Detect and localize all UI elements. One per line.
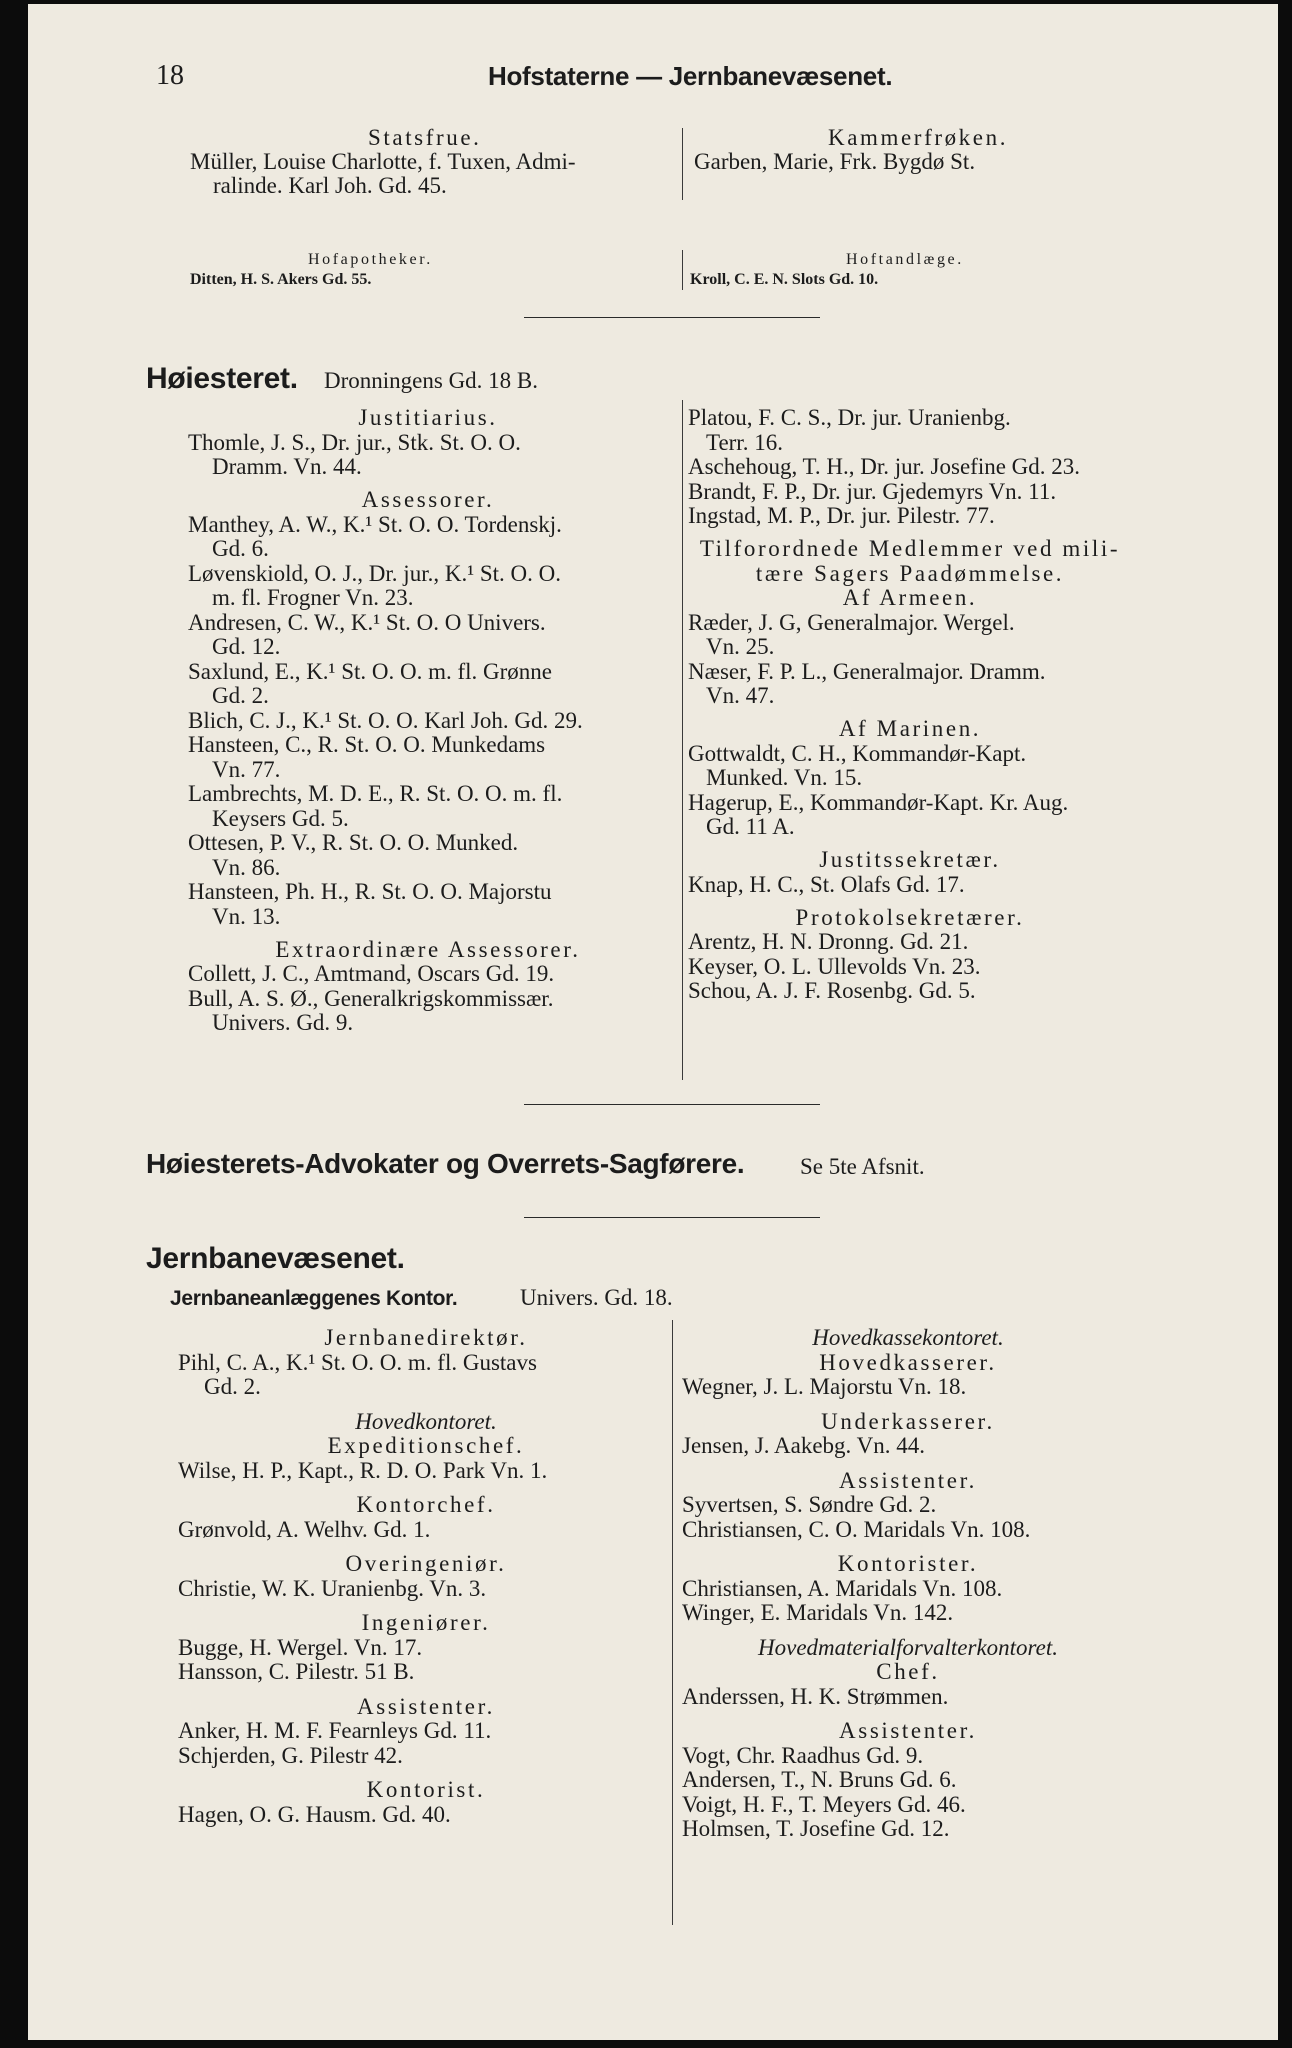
entry-line: Bull, A. S. Ø., Generalkrigskommissær. xyxy=(188,985,554,1011)
entry-line: Schjerden, G. Pilestr 42. xyxy=(178,1742,403,1768)
entry-line: Hansteen, Ph. H., R. St. O. O. Majorstu xyxy=(188,879,552,904)
hoftandlaege-line: Kroll, C. E. N. Slots Gd. 10. xyxy=(690,271,879,288)
section-heading: Chef. xyxy=(876,1659,940,1684)
document-page xyxy=(28,4,1278,2040)
entry-line: Ottesen, P. V., R. St. O. O. Munked. xyxy=(188,830,519,855)
entry-line: Arentz, H. N. Dronng. Gd. 21. xyxy=(688,929,969,954)
entry-continuation: m. fl. Frogner Vn. 23. xyxy=(212,585,414,610)
section-heading: Justitiarius. xyxy=(358,405,498,430)
entry-line: Blich, C. J., K.¹ St. O. O. Karl Joh. Gd. 29. xyxy=(188,707,583,733)
jernbane-address: Univers. Gd. 18. xyxy=(520,1285,673,1310)
column-divider-top xyxy=(682,128,683,200)
section-rule-3 xyxy=(524,1217,820,1218)
entry-line: Christiansen, A. Maridals Vn. 108. xyxy=(682,1575,1003,1601)
entry-line: Winger, E. Maridals Vn. 142. xyxy=(682,1600,954,1625)
entry-line: Hansteen, C., R. St. O. O. Munkedams xyxy=(188,732,546,757)
running-title: Hofstaterne — Jernbanevæsenet. xyxy=(488,61,893,91)
section-heading: Underkasserer. xyxy=(821,1408,995,1434)
entry-line: Holmsen, T. Josefine Gd. 12. xyxy=(682,1816,950,1841)
entry-line: Saxlund, E., K.¹ St. O. O. m. fl. Grønne xyxy=(188,658,553,684)
entry-line: Ræder, J. G, Generalmajor. Wergel. xyxy=(688,609,1015,635)
hofapotheker-line: Ditten, H. S. Akers Gd. 55. xyxy=(190,271,372,288)
section-heading: Extraordinære Assessorer. xyxy=(275,936,581,962)
entry-line: Schou, A. J. F. Rosenbg. Gd. 5. xyxy=(688,978,976,1003)
section-heading: Jernbanedirektør. xyxy=(324,1325,528,1350)
section-heading: Kontorist. xyxy=(366,1777,486,1802)
entry-line: Bugge, H. Wergel. Vn. 17. xyxy=(178,1634,423,1660)
entry-line: Lambrechts, M. D. E., R. St. O. O. m. fl. xyxy=(188,781,563,806)
entry-continuation: Dramm. Vn. 44. xyxy=(212,454,362,479)
section-heading: Justitssekretær. xyxy=(819,847,1001,872)
column-divider-small xyxy=(682,250,683,290)
entry-line: Voigt, H. F., T. Meyers Gd. 46. xyxy=(682,1791,966,1817)
section-rule-2 xyxy=(524,1104,820,1105)
column-divider-jernbane xyxy=(672,1320,673,1925)
jernbane-title: Jernbanevæsenet. xyxy=(146,1242,405,1275)
section-rule-1 xyxy=(524,317,820,318)
section-heading: tære Sagers Paadømmelse. xyxy=(755,560,1065,586)
section-heading: Assessorer. xyxy=(361,487,495,512)
entry-line: Syvertsen, S. Søndre Gd. 2. xyxy=(682,1492,937,1517)
entry-line: Anderssen, H. K. Strømmen. xyxy=(682,1683,949,1709)
hoiesteret-address: Dronningens Gd. 18 B. xyxy=(324,368,539,393)
entry-line: Grønvold, A. Welhv. Gd. 1. xyxy=(178,1516,431,1542)
statsfrue-line-2: ralinde. Karl Joh. Gd. 45. xyxy=(213,173,447,198)
section-heading: Protokolsekretærer. xyxy=(795,904,1025,930)
entry-continuation: Munked. Vn. 15. xyxy=(706,765,863,790)
entry-line: Vogt, Chr. Raadhus Gd. 9. xyxy=(682,1742,924,1768)
jernbane-subtitle: Jernbaneanlæggenes Kontor. xyxy=(170,1287,458,1310)
office-heading: Hovedkassekontoret. xyxy=(812,1325,1004,1350)
statsfrue-heading: Statsfrue. xyxy=(368,125,482,150)
office-heading: Hovedkontoret. xyxy=(355,1408,497,1434)
section-heading: Tilforordnede Medlemmer ved mili- xyxy=(699,536,1121,561)
entry-continuation: Gd. 2. xyxy=(204,1374,261,1399)
entry-line: Knap, H. C., St. Olafs Gd. 17. xyxy=(688,871,965,897)
hoftandlaege-heading: Hoftandlæge. xyxy=(846,251,964,268)
entry-line: Hagerup, E., Kommandør-Kapt. Kr. Aug. xyxy=(688,789,1069,815)
entry-line: Manthey, A. W., K.¹ St. O. O. Tordenskj. xyxy=(188,511,562,537)
entry-continuation: Univers. Gd. 9. xyxy=(212,1010,354,1035)
advokater-note: Se 5te Afsnit. xyxy=(800,1154,925,1179)
section-heading: Ingeniører. xyxy=(361,1610,491,1635)
section-heading: Hovedkasserer. xyxy=(819,1349,997,1375)
entry-continuation: Vn. 47. xyxy=(706,683,775,708)
entry-line: Andresen, C. W., K.¹ St. O. O Univers. xyxy=(188,609,546,635)
section-heading: Assistenter. xyxy=(839,1467,977,1493)
entry-line: Collett, J. C., Amtmand, Oscars Gd. 19. xyxy=(188,961,555,986)
entry-line: Christiansen, C. O. Maridals Vn. 108. xyxy=(682,1516,1031,1542)
section-heading: Expeditionschef. xyxy=(327,1433,525,1458)
entry-continuation: Keysers Gd. 5. xyxy=(212,805,349,831)
entry-continuation: Gd. 12. xyxy=(212,634,281,659)
entry-continuation: Gd. 11 A. xyxy=(706,814,795,839)
entry-line: Næser, F. P. L., Generalmajor. Dramm. xyxy=(688,658,1046,684)
statsfrue-line-1: Müller, Louise Charlotte, f. Tuxen, Admi- xyxy=(190,149,576,174)
entry-continuation: Terr. 16. xyxy=(706,429,783,455)
section-heading: Assistenter. xyxy=(839,1718,977,1743)
entry-continuation: Vn. 13. xyxy=(212,903,281,929)
page-number: 18 xyxy=(156,60,184,91)
entry-continuation: Vn. 25. xyxy=(706,634,775,659)
entry-line: Aschehoug, T. H., Dr. jur. Josefine Gd. 23. xyxy=(688,454,1081,479)
entry-line: Brandt, F. P., Dr. jur. Gjedemyrs Vn. 11. xyxy=(688,478,1057,504)
entry-line: Thomle, J. S., Dr. jur., Stk. St. O. O. xyxy=(188,429,521,455)
entry-line: Gottwaldt, C. H., Kommandør-Kapt. xyxy=(688,740,1027,766)
entry-line: Pihl, C. A., K.¹ St. O. O. m. fl. Gustavs xyxy=(178,1349,537,1375)
entry-line: Keyser, O. L. Ullevolds Vn. 23. xyxy=(688,953,981,979)
entry-continuation: Gd. 2. xyxy=(212,683,269,708)
entry-line: Anker, H. M. F. Fearnleys Gd. 11. xyxy=(178,1718,492,1743)
section-heading: Af Marinen. xyxy=(838,716,982,741)
office-heading: Hovedmaterialforvalterkontoret. xyxy=(758,1634,1058,1660)
section-heading: Af Armeen. xyxy=(842,585,978,610)
entry-continuation: Gd. 6. xyxy=(212,536,269,561)
section-heading: Kontorister. xyxy=(837,1551,979,1576)
entry-line: Jensen, J. Aakebg. Vn. 44. xyxy=(682,1433,925,1458)
entry-line: Ingstad, M. P., Dr. jur. Pilestr. 77. xyxy=(688,503,995,528)
section-heading: Kontorchef. xyxy=(356,1492,496,1517)
column-divider-hoiesteret xyxy=(682,400,683,1080)
entry-line: Løvenskiold, O. J., Dr. jur., K.¹ St. O. O. xyxy=(188,560,561,586)
hofapotheker-heading: Hofapotheker. xyxy=(308,251,433,268)
entry-line: Christie, W. K. Uranienbg. Vn. 3. xyxy=(178,1575,487,1601)
kammerfroken-heading: Kammerfrøken. xyxy=(828,125,1009,150)
entry-line: Platou, F. C. S., Dr. jur. Uranienbg. xyxy=(688,405,1011,430)
section-heading: Overingeniør. xyxy=(345,1551,507,1576)
section-heading: Assistenter. xyxy=(357,1693,495,1719)
entry-line: Andersen, T., N. Bruns Gd. 6. xyxy=(682,1767,957,1792)
kammerfroken-line: Garben, Marie, Frk. Bygdø St. xyxy=(694,149,976,174)
hoiesteret-title: Høiesteret. xyxy=(146,362,298,395)
entry-continuation: Vn. 77. xyxy=(212,756,281,782)
entry-line: Hansson, C. Pilestr. 51 B. xyxy=(178,1659,415,1684)
entry-line: Wilse, H. P., Kapt., R. D. O. Park Vn. 1. xyxy=(178,1457,548,1483)
entry-continuation: Vn. 86. xyxy=(212,854,281,880)
advokater-title: Høiesterets-Advokater og Overrets-Sagførere. xyxy=(146,1148,745,1179)
entry-line: Hagen, O. G. Hausm. Gd. 40. xyxy=(178,1801,451,1827)
entry-line: Wegner, J. L. Majorstu Vn. 18. xyxy=(682,1374,967,1399)
